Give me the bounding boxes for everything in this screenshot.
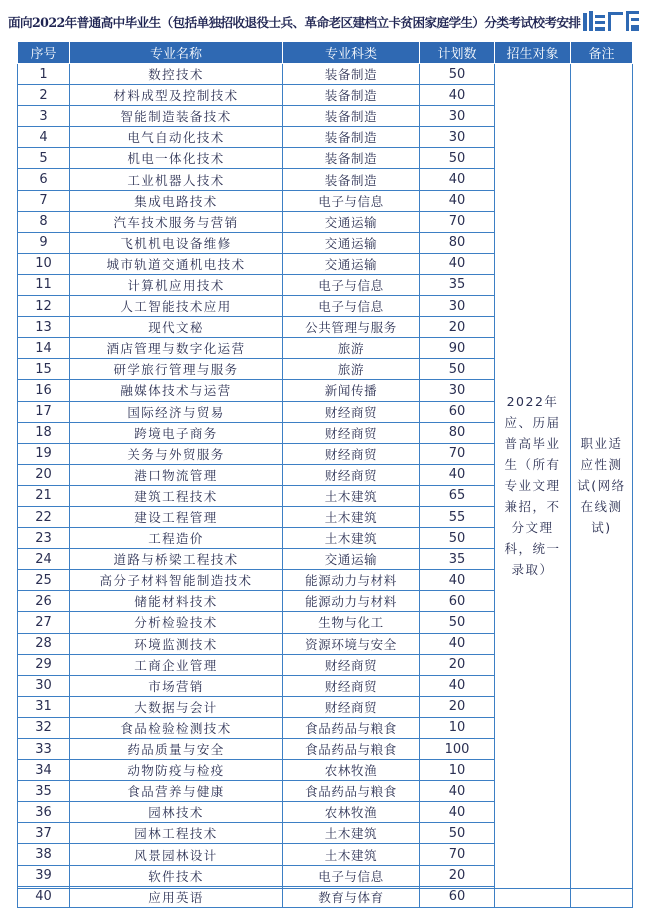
row-plan-count: 60 <box>420 591 495 612</box>
page-title: 面向2022年普通高中毕业生（包括单独招收退役士兵、革命老区建档立卡贫困家庭学生）分类考试校考安排 <box>8 14 581 30</box>
row-category: 财经商贸 <box>283 443 420 464</box>
row-major-name: 应用英语 <box>70 886 283 907</box>
row-index: 19 <box>18 443 70 464</box>
row-index: 16 <box>18 380 70 401</box>
row-index: 32 <box>18 717 70 738</box>
header-index: 序号 <box>18 42 70 64</box>
title-bar <box>8 6 640 36</box>
row-plan-count: 20 <box>420 317 495 338</box>
row-index: 7 <box>18 190 70 211</box>
row-category: 装备制造 <box>283 106 420 127</box>
row-plan-count: 70 <box>420 211 495 232</box>
row-plan-count: 20 <box>420 696 495 717</box>
row-category: 资源环境与安全 <box>283 633 420 654</box>
row-category: 装备制造 <box>283 85 420 106</box>
row-major-name: 计算机应用技术 <box>70 274 283 295</box>
row-category: 土木建筑 <box>283 485 420 506</box>
row-index: 4 <box>18 127 70 148</box>
row-index: 30 <box>18 675 70 696</box>
row-major-name: 工程造价 <box>70 528 283 549</box>
row-index: 5 <box>18 148 70 169</box>
row-index: 28 <box>18 633 70 654</box>
row-category: 交通运输 <box>283 253 420 274</box>
row-plan-count: 90 <box>420 338 495 359</box>
row-plan-count: 40 <box>420 253 495 274</box>
row-index: 3 <box>18 106 70 127</box>
row-category: 公共管理与服务 <box>283 317 420 338</box>
row-category: 装备制造 <box>283 169 420 190</box>
row-major-name: 材料成型及控制技术 <box>70 85 283 106</box>
row-index: 15 <box>18 359 70 380</box>
row-category: 农林牧渔 <box>283 760 420 781</box>
row-major-name: 软件技术 <box>70 865 283 886</box>
row-plan-count: 80 <box>420 232 495 253</box>
row-plan-count: 50 <box>420 359 495 380</box>
row-index: 14 <box>18 338 70 359</box>
row-plan-count: 30 <box>420 296 495 317</box>
table-header-row <box>18 42 633 64</box>
row-index: 31 <box>18 696 70 717</box>
row-plan-count: 30 <box>420 127 495 148</box>
row-index: 34 <box>18 760 70 781</box>
row-plan-count: 20 <box>420 654 495 675</box>
row-category: 财经商贸 <box>283 401 420 422</box>
row-major-name: 食品检验检测技术 <box>70 717 283 738</box>
row-major-name: 分析检验技术 <box>70 612 283 633</box>
row-index: 17 <box>18 401 70 422</box>
row-category: 电子与信息 <box>283 190 420 211</box>
row-major-name: 药品质量与安全 <box>70 739 283 760</box>
row-major-name: 工商企业管理 <box>70 654 283 675</box>
row-category: 装备制造 <box>283 127 420 148</box>
row-category: 食品药品与粮食 <box>283 781 420 802</box>
row-plan-count: 55 <box>420 506 495 527</box>
row-category: 土木建筑 <box>283 506 420 527</box>
row-major-name: 大数据与会计 <box>70 696 283 717</box>
row-category: 财经商贸 <box>283 422 420 443</box>
row-major-name: 融媒体技术与运营 <box>70 380 283 401</box>
row-category: 装备制造 <box>283 148 420 169</box>
row-plan-count: 40 <box>420 633 495 654</box>
row-category: 财经商贸 <box>283 464 420 485</box>
header-major: 专业名称 <box>70 42 283 64</box>
row-major-name: 建设工程管理 <box>70 506 283 527</box>
row-category: 财经商贸 <box>283 696 420 717</box>
row-major-name: 智能制造装备技术 <box>70 106 283 127</box>
row-plan-count: 50 <box>420 612 495 633</box>
row-index: 20 <box>18 464 70 485</box>
row-index: 12 <box>18 296 70 317</box>
row-plan-count: 40 <box>420 675 495 696</box>
row-index: 8 <box>18 211 70 232</box>
row-plan-count: 40 <box>420 802 495 823</box>
row-category: 财经商贸 <box>283 654 420 675</box>
row-index: 25 <box>18 570 70 591</box>
row-plan-count: 30 <box>420 380 495 401</box>
row-major-name: 现代文秘 <box>70 317 283 338</box>
row-plan-count: 50 <box>420 528 495 549</box>
row-plan-count: 50 <box>420 64 495 85</box>
row-index: 23 <box>18 528 70 549</box>
row-major-name: 动物防疫与检疫 <box>70 760 283 781</box>
row-index: 26 <box>18 591 70 612</box>
row-plan-count: 10 <box>420 760 495 781</box>
row-index: 13 <box>18 317 70 338</box>
row-category: 教育与体育 <box>283 886 420 907</box>
row-category: 交通运输 <box>283 232 420 253</box>
row-plan-count: 60 <box>420 886 495 907</box>
row-index: 37 <box>18 823 70 844</box>
row-category: 电子与信息 <box>283 865 420 886</box>
row-index: 22 <box>18 506 70 527</box>
target-students-cell: 2022年应、历届普高毕业生（所有专业文理兼招，不分文理科，统一录取） <box>495 64 571 908</box>
row-category: 土木建筑 <box>283 844 420 865</box>
row-category: 生物与化工 <box>283 612 420 633</box>
header-category: 专业科类 <box>283 42 420 64</box>
row-plan-count: 40 <box>420 190 495 211</box>
row-index: 6 <box>18 169 70 190</box>
remark-cell: 职业适应性测试(网络在线测试) <box>571 64 633 908</box>
row-plan-count: 35 <box>420 274 495 295</box>
row-index: 35 <box>18 781 70 802</box>
row-major-name: 园林技术 <box>70 802 283 823</box>
row-plan-count: 35 <box>420 549 495 570</box>
row-index: 24 <box>18 549 70 570</box>
row-major-name: 跨境电子商务 <box>70 422 283 443</box>
row-index: 36 <box>18 802 70 823</box>
row-index: 39 <box>18 865 70 886</box>
row-index: 27 <box>18 612 70 633</box>
row-category: 交通运输 <box>283 211 420 232</box>
row-index: 21 <box>18 485 70 506</box>
row-major-name: 城市轨道交通机电技术 <box>70 253 283 274</box>
row-major-name: 飞机机电设备维修 <box>70 232 283 253</box>
row-major-name: 高分子材料智能制造技术 <box>70 570 283 591</box>
row-index: 10 <box>18 253 70 274</box>
row-index: 33 <box>18 739 70 760</box>
row-major-name: 工业机器人技术 <box>70 169 283 190</box>
row-index: 40 <box>18 886 70 907</box>
row-plan-count: 20 <box>420 865 495 886</box>
header-remark: 备注 <box>571 42 633 64</box>
row-major-name: 数控技术 <box>70 64 283 85</box>
row-major-name: 环境监测技术 <box>70 633 283 654</box>
row-major-name: 酒店管理与数字化运营 <box>70 338 283 359</box>
row-major-name: 集成电路技术 <box>70 190 283 211</box>
row-plan-count: 65 <box>420 485 495 506</box>
row-major-name: 人工智能技术应用 <box>70 296 283 317</box>
row-plan-count: 40 <box>420 169 495 190</box>
row-category: 电子与信息 <box>283 296 420 317</box>
row-major-name: 电气自动化技术 <box>70 127 283 148</box>
row-plan-count: 40 <box>420 781 495 802</box>
row-major-name: 研学旅行管理与服务 <box>70 359 283 380</box>
row-major-name: 风景园林设计 <box>70 844 283 865</box>
row-plan-count: 10 <box>420 717 495 738</box>
row-index: 11 <box>18 274 70 295</box>
row-category: 农林牧渔 <box>283 802 420 823</box>
row-category: 财经商贸 <box>283 675 420 696</box>
row-category: 食品药品与粮食 <box>283 717 420 738</box>
enrollment-table <box>17 41 633 908</box>
row-plan-count: 60 <box>420 401 495 422</box>
school-logo-icon <box>582 9 640 33</box>
row-major-name: 国际经济与贸易 <box>70 401 283 422</box>
row-major-name: 机电一体化技术 <box>70 148 283 169</box>
row-category: 电子与信息 <box>283 274 420 295</box>
row-index: 18 <box>18 422 70 443</box>
row-plan-count: 50 <box>420 823 495 844</box>
row-category: 能源动力与材料 <box>283 570 420 591</box>
row-index: 1 <box>18 64 70 85</box>
row-plan-count: 40 <box>420 464 495 485</box>
row-plan-count: 40 <box>420 570 495 591</box>
row-plan-count: 80 <box>420 422 495 443</box>
row-category: 交通运输 <box>283 549 420 570</box>
row-index: 9 <box>18 232 70 253</box>
row-major-name: 储能材料技术 <box>70 591 283 612</box>
row-index: 38 <box>18 844 70 865</box>
header-plan: 计划数 <box>420 42 495 64</box>
table-row <box>18 64 633 85</box>
row-category: 新闻传播 <box>283 380 420 401</box>
row-major-name: 市场营销 <box>70 675 283 696</box>
row-major-name: 关务与外贸服务 <box>70 443 283 464</box>
row-major-name: 汽车技术服务与营销 <box>70 211 283 232</box>
row-plan-count: 30 <box>420 106 495 127</box>
row-index: 2 <box>18 85 70 106</box>
row-major-name: 道路与桥梁工程技术 <box>70 549 283 570</box>
row-plan-count: 40 <box>420 85 495 106</box>
row-category: 装备制造 <box>283 64 420 85</box>
row-major-name: 建筑工程技术 <box>70 485 283 506</box>
table-bottom-border <box>17 888 632 889</box>
row-category: 旅游 <box>283 359 420 380</box>
row-category: 旅游 <box>283 338 420 359</box>
row-category: 能源动力与材料 <box>283 591 420 612</box>
row-plan-count: 70 <box>420 443 495 464</box>
row-category: 土木建筑 <box>283 823 420 844</box>
row-plan-count: 50 <box>420 148 495 169</box>
row-major-name: 港口物流管理 <box>70 464 283 485</box>
header-target: 招生对象 <box>495 42 571 64</box>
row-category: 食品药品与粮食 <box>283 739 420 760</box>
row-plan-count: 70 <box>420 844 495 865</box>
row-major-name: 园林工程技术 <box>70 823 283 844</box>
row-category: 土木建筑 <box>283 528 420 549</box>
row-major-name: 食品营养与健康 <box>70 781 283 802</box>
row-index: 29 <box>18 654 70 675</box>
row-plan-count: 100 <box>420 739 495 760</box>
